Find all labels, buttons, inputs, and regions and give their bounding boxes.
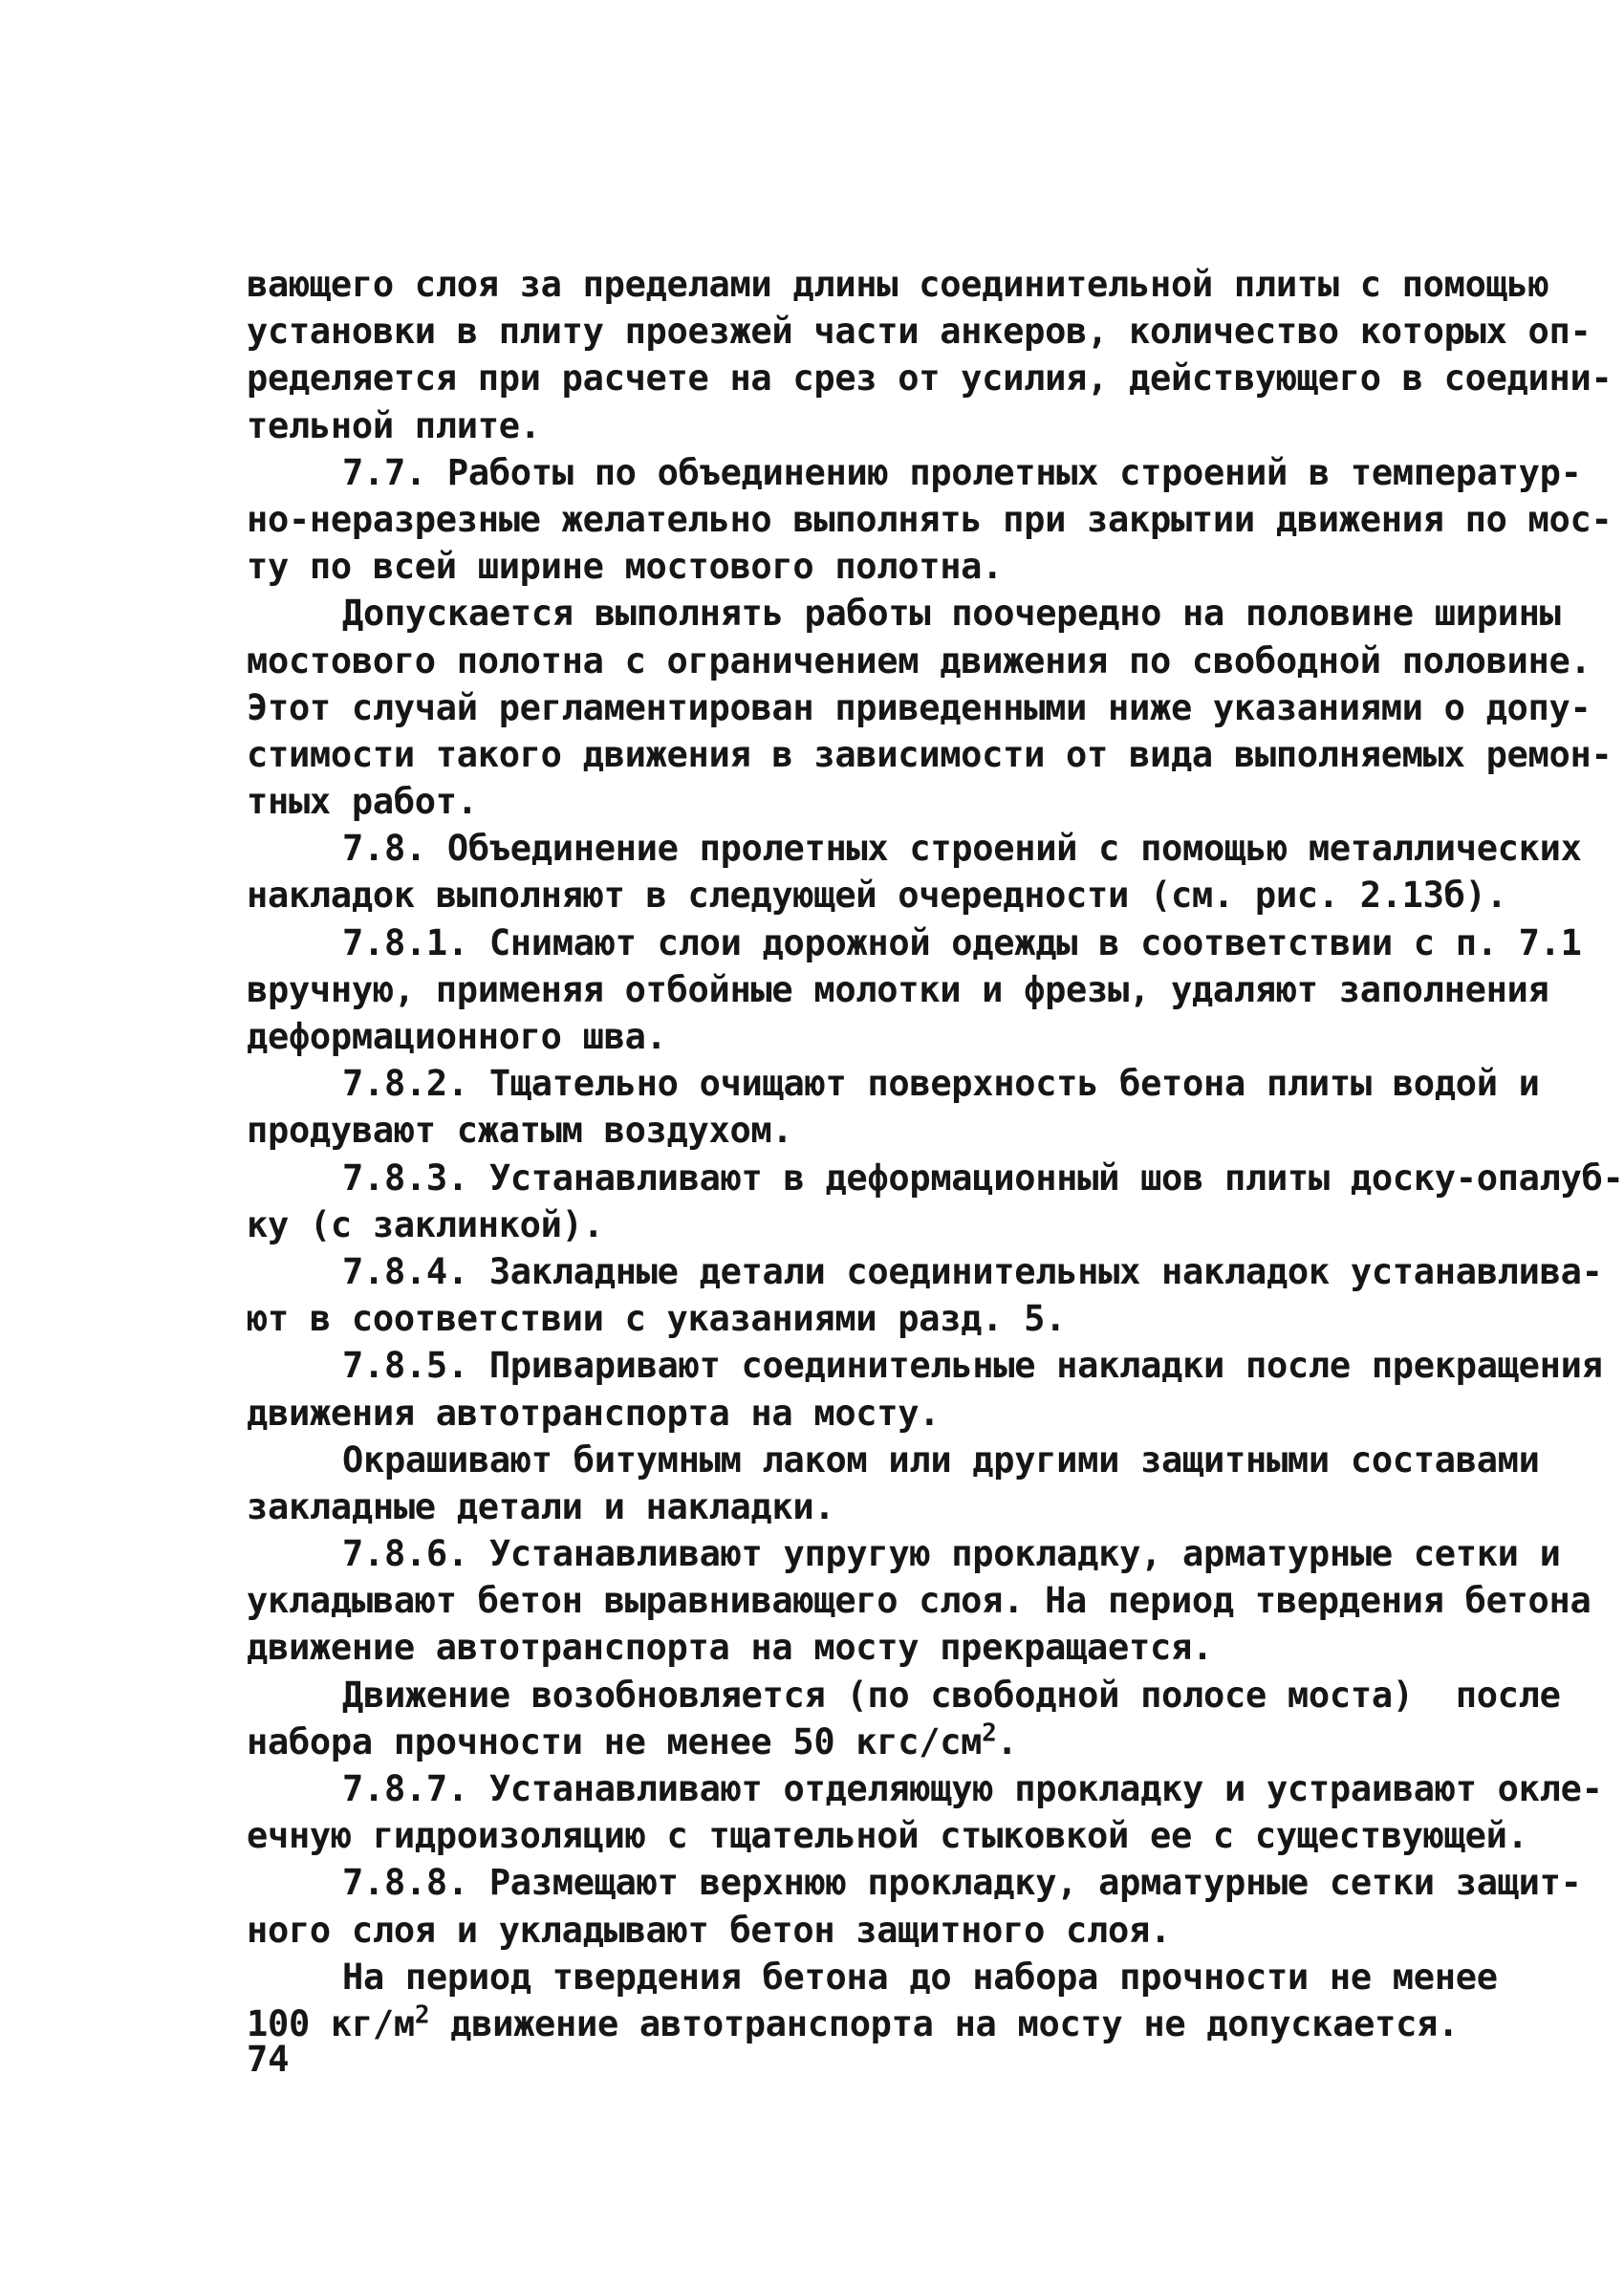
text-segment: набора прочности не менее 50 кгс/см xyxy=(247,1720,983,1762)
text-line: 7.8.1. Снимают слои дорожной одежды в соответствии с п. 7.1 xyxy=(342,921,1582,963)
superscript: 2 xyxy=(982,1719,997,1748)
text-line: продувают сжатым воздухом. xyxy=(247,1110,793,1152)
text-line-with-superscript xyxy=(247,2000,1529,2047)
text-segment: 100 кг/м xyxy=(247,2002,415,2044)
text-segment: движение автотранспорта на мосту не допускается. xyxy=(429,2002,1459,2044)
text-line: 7.8.2. Тщательно очищают поверхность бетона плиты водой и xyxy=(342,1063,1540,1105)
text-line: накладок выполняют в следующей очередности (см. рис. 2.13б). xyxy=(247,875,1507,917)
text-line: вручную, применяя отбойные молотки и фрезы, удаляют заполнения xyxy=(247,968,1549,1010)
text-line: движение автотранспорта на мосту прекращается. xyxy=(247,1627,1213,1669)
text-line: ределяется при расчете на срез от усилия, действующего в соедини- xyxy=(247,357,1613,400)
page-number: 74 xyxy=(247,2039,290,2080)
text-line: 7.8.5. Приваривают соединительные накладки после прекращения xyxy=(342,1345,1603,1387)
superscript: 2 xyxy=(414,2000,430,2030)
text-line-with-superscript xyxy=(247,1719,1529,1765)
text-line: но-неразрезные желательно выполнять при закрытии движения по мос- xyxy=(247,498,1613,540)
text-line: 7.7. Работы по объединению пролетных строений в температур- xyxy=(342,451,1582,493)
text-line: укладывают бетон выравнивающего слоя. На период твердения бетона xyxy=(247,1580,1592,1622)
text-line: Движение возобновляется (по свободной полосе моста) после xyxy=(342,1674,1561,1716)
text-line: тельной плите. xyxy=(247,404,541,446)
text-line: Окрашивают битумным лаком или другими защитными составами xyxy=(342,1438,1540,1481)
text-line: 7.8.4. Закладные детали соединительных накладок устанавлива- xyxy=(342,1250,1603,1292)
text-line: мостового полотна с ограничением движения по свободной половине. xyxy=(247,639,1592,681)
text-line: ечную гидроизоляцию с тщательной стыковкой ее с существующей. xyxy=(247,1815,1528,1857)
text-line: ют в соответствии с указаниями разд. 5. xyxy=(247,1298,1067,1340)
text-line: 7.8. Объединение пролетных строений с помощью металлических xyxy=(342,828,1582,870)
text-line: 7.8.3. Устанавливают в деформационный шов плиты доску-опалуб- xyxy=(342,1157,1624,1199)
text-line: ку (с заклинкой). xyxy=(247,1203,604,1245)
text-line: Этот случай регламентирован приведенными ниже указаниями о допу- xyxy=(247,686,1592,728)
text-segment: . xyxy=(996,1720,1018,1762)
text-line: деформационного шва. xyxy=(247,1016,667,1057)
text-line: тных работ. xyxy=(247,781,478,823)
text-line: вающего слоя за пределами длины соединительной плиты с помощью xyxy=(247,264,1549,305)
text-line: 7.8.8. Размещают верхнюю прокладку, арматурные сетки защит- xyxy=(342,1862,1582,1904)
body-text xyxy=(247,261,1624,2047)
text-line: На период твердения бетона до набора прочности не менее xyxy=(342,1956,1498,1998)
text-line: 7.8.6. Устанавливают упругую прокладку, арматурные сетки и xyxy=(342,1533,1561,1575)
text-line: Допускается выполнять работы поочередно на половине ширины xyxy=(342,593,1561,635)
text-line: закладные детали и накладки. xyxy=(247,1485,835,1527)
text-line: движения автотранспорта на мосту. xyxy=(247,1392,941,1434)
text-line: ту по всей ширине мостового полотна. xyxy=(247,546,1004,588)
text-line: стимости такого движения в зависимости от вида выполняемых ремон- xyxy=(247,733,1613,775)
text-line: 7.8.7. Устанавливают отделяющую прокладку и устраивают окле- xyxy=(342,1768,1603,1809)
text-line: установки в плиту проезжей части анкеров, количество которых оп- xyxy=(247,311,1592,353)
text-line: ного слоя и укладывают бетон защитного слоя. xyxy=(247,1909,1171,1951)
